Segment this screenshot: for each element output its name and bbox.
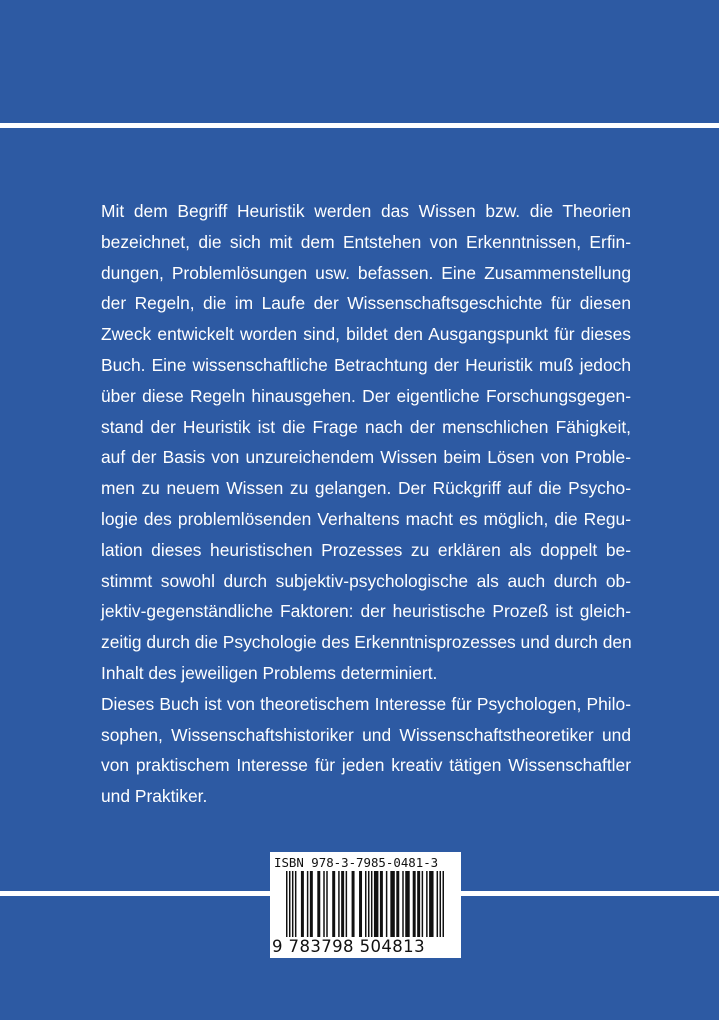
barcode-bar <box>380 871 383 937</box>
blurb-line: Buch. Eine wissenschaftliche Betrachtung der Heuristik muß jedoch <box>101 354 631 375</box>
back-cover-blurb <box>101 196 631 812</box>
barcode-bar <box>301 871 304 937</box>
blurb-line: men zu neuem Wissen zu gelangen. Der Rückgriff auf die Psycho- <box>101 478 631 499</box>
barcode-bar <box>310 871 313 937</box>
barcode-bar <box>440 871 441 937</box>
barcode-bar <box>402 871 403 937</box>
top-white-rule <box>0 123 719 128</box>
barcode-bar <box>437 871 438 937</box>
blurb-line: stimmt sowohl durch subjektiv-psychologische als auch durch ob- <box>101 570 631 591</box>
blurb-paragraph-2 <box>101 689 631 812</box>
blurb-line: lation dieses heuristischen Prozesses zu erklären als doppelt be- <box>101 539 631 560</box>
barcode-bar <box>413 871 416 937</box>
barcode-bar <box>429 871 433 937</box>
barcode-bar <box>352 871 355 937</box>
blurb-line: Mit dem Begriff Heuristik werden das Wissen bzw. die Theorien <box>101 201 631 221</box>
blurb-line: logie des problemlösenden Verhaltens macht es möglich, die Regu- <box>101 508 631 529</box>
isbn-label: ISBN 978-3-7985-0481-3 <box>274 855 439 870</box>
blurb-line: Inhalt des jeweiligen Problems determiniert. <box>101 662 438 683</box>
barcode-bar <box>426 871 427 937</box>
blurb-line: Zweck entwickelt worden sind, bildet den Ausgangspunkt für dieses <box>101 324 631 345</box>
blurb-line: Dieses Buch ist von theoretischem Interesse für Psychologen, Philo- <box>101 693 631 714</box>
blurb-line: bezeichnet, die sich mit dem Entstehen von Erkenntnissen, Erfin- <box>101 231 631 252</box>
barcode-bar <box>326 871 327 937</box>
blurb-paragraph-1 <box>101 196 631 689</box>
barcode-bar <box>359 871 362 937</box>
barcode-bar <box>323 871 324 937</box>
barcode-bar <box>386 871 387 937</box>
barcode-bars <box>286 871 446 937</box>
barcode-bar <box>368 871 369 937</box>
barcode-bar <box>443 871 444 937</box>
blurb-line: auf der Basis von unzureichendem Wissen beim Lösen von Proble- <box>101 447 631 468</box>
blurb-line: dungen, Problemlösungen usw. befassen. Eine Zusammenstellung <box>101 262 631 283</box>
barcode-digits: 9 783798 504813 <box>272 937 425 956</box>
barcode-bar <box>365 871 366 937</box>
barcode-bar <box>422 871 423 937</box>
barcode-bar <box>405 871 409 937</box>
barcode-bar <box>292 871 293 937</box>
isbn-barcode <box>270 852 461 958</box>
barcode-bar <box>374 871 378 937</box>
blurb-line: über diese Regeln hinausgehen. Der eigentliche Forschungsgegen- <box>101 385 631 406</box>
barcode-bar <box>371 871 372 937</box>
blurb-line: zeitig durch die Psychologie des Erkenntnisprozesses und durch den <box>101 632 632 653</box>
barcode-bar <box>346 871 347 937</box>
barcode-bar <box>332 871 335 937</box>
barcode-bar <box>289 871 290 937</box>
blurb-line: von praktischem Interesse für jeden kreativ tätigen Wissenschaftler <box>101 755 631 776</box>
blurb-line: sophen, Wissenschaftshistoriker und Wissenschaftstheoretiker und <box>101 724 631 745</box>
barcode-bar <box>295 871 296 937</box>
blurb-line: der Regeln, die im Laufe der Wissenschaftsgeschichte für diesen <box>101 293 631 314</box>
barcode-bar <box>417 871 420 937</box>
barcode-bar <box>317 871 320 937</box>
barcode-bar <box>286 871 287 937</box>
barcode-bar <box>307 871 308 937</box>
blurb-line: und Praktiker. <box>101 786 208 807</box>
blurb-line: jektiv-gegenständliche Faktoren: der heuristische Prozeß ist gleich- <box>101 601 631 622</box>
barcode-bar <box>341 871 344 937</box>
barcode-bar <box>338 871 339 937</box>
blurb-line: stand der Heuristik ist die Frage nach der menschlichen Fähigkeit, <box>101 416 631 437</box>
barcode-bar <box>396 871 399 937</box>
barcode-bar <box>390 871 394 937</box>
